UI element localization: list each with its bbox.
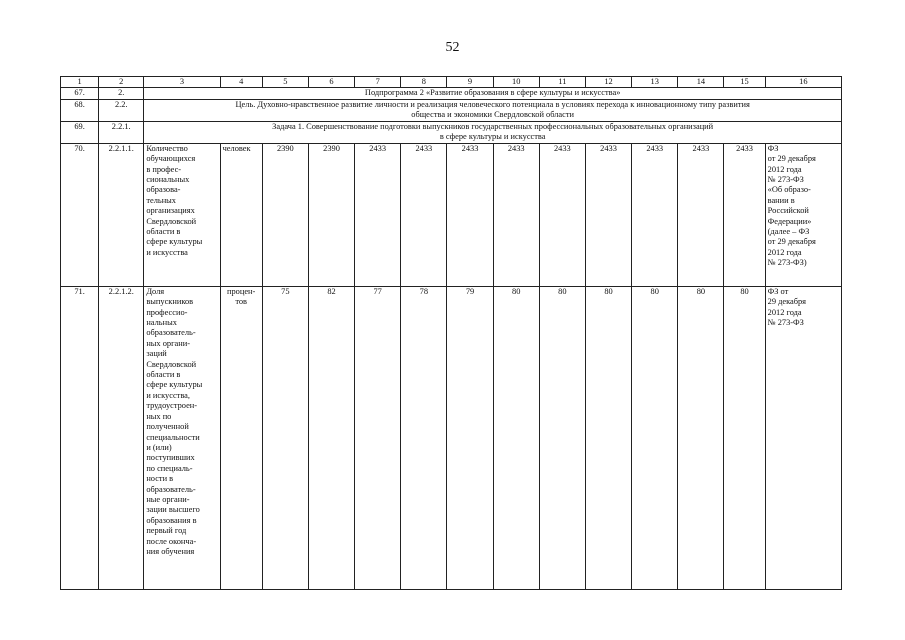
row-code: 2.2.1.2. bbox=[99, 286, 144, 589]
column-header: 1 bbox=[61, 77, 99, 88]
column-header: 15 bbox=[724, 77, 765, 88]
column-number-row bbox=[61, 77, 842, 88]
table-row bbox=[61, 121, 842, 143]
indicator-value: 79 bbox=[447, 286, 493, 589]
indicator-value: 2390 bbox=[262, 143, 308, 286]
indicator-value: 80 bbox=[539, 286, 585, 589]
indicator-value: 2433 bbox=[493, 143, 539, 286]
indicator-value: 2433 bbox=[585, 143, 631, 286]
table-row bbox=[61, 88, 842, 99]
indicator-value: 2433 bbox=[539, 143, 585, 286]
column-header: 5 bbox=[262, 77, 308, 88]
indicator-value: 2390 bbox=[308, 143, 354, 286]
column-header: 11 bbox=[539, 77, 585, 88]
column-header: 3 bbox=[144, 77, 220, 88]
indicator-value: 75 bbox=[262, 286, 308, 589]
subprogram-title: Подпрограмма 2 «Развитие образования в сфере культуры и искусства» bbox=[144, 88, 842, 99]
column-header: 2 bbox=[99, 77, 144, 88]
indicator-value: 2433 bbox=[632, 143, 678, 286]
indicator-name: Доля выпускников профессио- нальных образователь- ных органи- заций Свердловской области в сфере культуры и искусства, трудоустроен- ных по полученной специальности и (или) поступивших по специаль- ности в образователь- ные органи- зации высшего образования в первый год после оконча- ния обучения bbox=[144, 286, 220, 589]
task-text: Задача 1. Совершенствование подготовки выпускников государственных профессиональных образовательных организаций в сфере культуры и искусства bbox=[144, 121, 842, 143]
indicator-value: 80 bbox=[724, 286, 765, 589]
indicator-value: 82 bbox=[308, 286, 354, 589]
column-header: 13 bbox=[632, 77, 678, 88]
table-row bbox=[61, 286, 842, 589]
row-number: 68. bbox=[61, 99, 99, 121]
legal-source: ФЗ от 29 декабря 2012 года № 273-ФЗ «Об образо- вании в Российской Федерации» (далее – ФЗ от 29 декабря 2012 года № 273-ФЗ) bbox=[765, 143, 841, 286]
indicator-value: 2433 bbox=[678, 143, 724, 286]
table-row bbox=[61, 143, 842, 286]
indicator-value: 2433 bbox=[355, 143, 401, 286]
row-number: 67. bbox=[61, 88, 99, 99]
column-header: 10 bbox=[493, 77, 539, 88]
indicator-value: 80 bbox=[678, 286, 724, 589]
column-header: 16 bbox=[765, 77, 841, 88]
indicator-value: 80 bbox=[585, 286, 631, 589]
row-code: 2. bbox=[99, 88, 144, 99]
goal-text: Цель. Духовно-нравственное развитие личности и реализация человеческого потенциала в условиях перехода к инновационному типу развития общества и экономики Свердловской области bbox=[144, 99, 842, 121]
unit-of-measure: процен- тов bbox=[220, 286, 262, 589]
column-header: 14 bbox=[678, 77, 724, 88]
row-code: 2.2.1. bbox=[99, 121, 144, 143]
row-number: 69. bbox=[61, 121, 99, 143]
column-header: 8 bbox=[401, 77, 447, 88]
indicator-name: Количество обучающихся в профес- сиональных образова- тельных организациях Свердловской области в сфере культуры и искусства bbox=[144, 143, 220, 286]
indicator-value: 2433 bbox=[724, 143, 765, 286]
column-header: 12 bbox=[585, 77, 631, 88]
indicators-table bbox=[60, 76, 842, 590]
column-header: 9 bbox=[447, 77, 493, 88]
indicator-value: 77 bbox=[355, 286, 401, 589]
column-header: 7 bbox=[355, 77, 401, 88]
column-header: 4 bbox=[220, 77, 262, 88]
page-number: 52 bbox=[445, 40, 460, 55]
table-row bbox=[61, 99, 842, 121]
indicator-value: 78 bbox=[401, 286, 447, 589]
row-code: 2.2. bbox=[99, 99, 144, 121]
indicator-value: 80 bbox=[493, 286, 539, 589]
row-number: 70. bbox=[61, 143, 99, 286]
column-header: 6 bbox=[308, 77, 354, 88]
row-number: 71. bbox=[61, 286, 99, 589]
legal-source: ФЗ от 29 декабря 2012 года № 273-ФЗ bbox=[765, 286, 841, 589]
row-code: 2.2.1.1. bbox=[99, 143, 144, 286]
indicator-value: 2433 bbox=[447, 143, 493, 286]
unit-of-measure: человек bbox=[220, 143, 262, 286]
indicator-value: 80 bbox=[632, 286, 678, 589]
indicator-value: 2433 bbox=[401, 143, 447, 286]
